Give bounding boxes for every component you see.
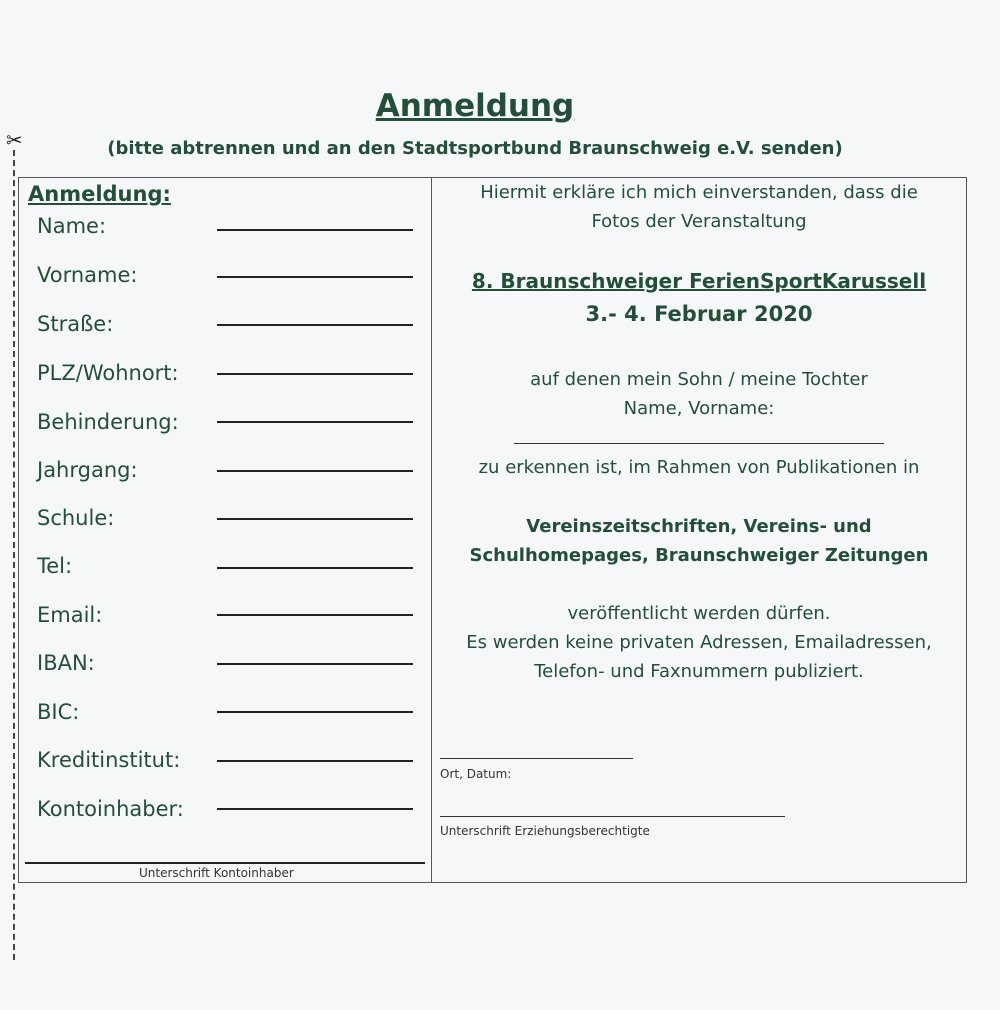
field-label-bic: BIC: [37,700,80,724]
event-date: 3.- 4. Februar 2020 [585,302,813,326]
field-line-kontoinhaber[interactable] [217,808,413,810]
scissors-icon: ✂ [6,128,23,152]
field-line-iban[interactable] [217,663,413,665]
child-name-label: Name, Vorname: [623,398,775,419]
form-heading: Anmeldung: [28,182,171,206]
place-date-line[interactable] [440,758,633,759]
field-line-name[interactable] [217,229,413,231]
field-label-name: Name: [37,214,107,238]
event-name: 8. Braunschweiger FerienSportKarussell [471,269,927,293]
field-label-schule: Schule: [37,506,115,530]
field-label-iban: IBAN: [37,651,95,675]
publish-line-3: Telefon- und Faxnummern publiziert. [534,661,864,682]
consent-line-1: Hiermit erkläre ich mich einverstanden, dass die [480,182,918,203]
field-line-kreditinstitut[interactable] [217,760,413,762]
publish-line-1: veröffentlicht werden dürfen. [567,603,831,624]
field-line-strasse[interactable] [217,324,413,326]
field-line-plz-wohnort[interactable] [217,373,413,375]
registration-form [18,177,967,883]
field-line-vorname[interactable] [217,276,413,278]
field-label-vorname: Vorname: [37,263,138,287]
publications-line-2: Schulhomepages, Braunschweiger Zeitungen [469,545,929,566]
account-holder-signature-label: Unterschrift Kontoinhaber [139,866,294,880]
guardian-signature-label: Unterschrift Erziehungsberechtigte [440,824,650,838]
field-line-bic[interactable] [217,711,413,713]
consent-line-2: Fotos der Veranstaltung [591,211,807,232]
page-subtitle: (bitte abtrennen und an den Stadtsportbund Braunschweig e.V. senden) [107,138,843,159]
field-label-jahrgang: Jahrgang: [37,458,138,482]
cut-line [13,150,15,960]
account-holder-signature-line[interactable] [25,862,425,864]
field-line-jahrgang[interactable] [217,470,413,472]
field-line-schule[interactable] [217,518,413,520]
child-name-line[interactable] [514,443,884,444]
child-line-1: auf denen mein Sohn / meine Tochter [530,369,868,390]
field-label-email: Email: [37,603,103,627]
field-label-plz-wohnort: PLZ/Wohnort: [37,361,179,385]
field-line-email[interactable] [217,614,413,616]
field-label-strasse: Straße: [37,312,114,336]
field-line-tel[interactable] [217,567,413,569]
publish-line-2: Es werden keine privaten Adressen, Emailadressen, [466,632,932,653]
field-label-tel: Tel: [37,554,73,578]
field-label-behinderung: Behinderung: [37,410,179,434]
place-date-label: Ort, Datum: [440,767,512,781]
field-label-kontoinhaber: Kontoinhaber: [37,797,184,821]
field-label-kreditinstitut: Kreditinstitut: [37,748,181,772]
recognize-line: zu erkennen ist, im Rahmen von Publikationen in [478,457,920,478]
page-title: Anmeldung [375,88,575,124]
publications-line-1: Vereinszeitschriften, Vereins- und [526,516,872,537]
guardian-signature-line[interactable] [440,816,785,817]
field-line-behinderung[interactable] [217,421,413,423]
